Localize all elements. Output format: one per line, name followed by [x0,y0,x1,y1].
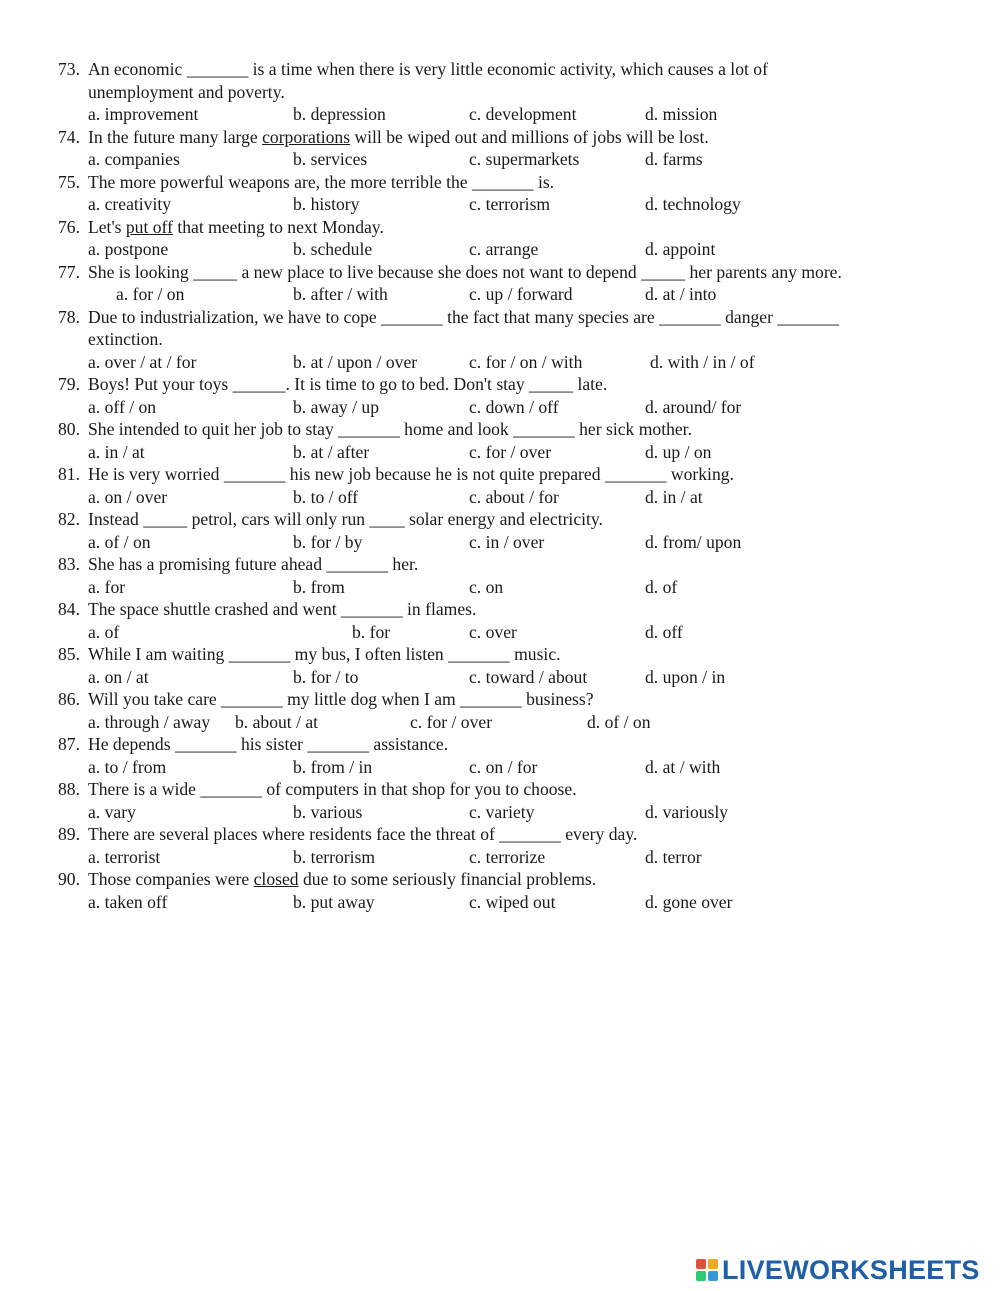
answer-options [0,486,1000,509]
answer-option-b[interactable]: b. for [352,621,391,642]
answer-options [0,283,1000,306]
answer-option-b[interactable]: b. from / in [293,756,373,777]
answer-option-a[interactable]: a. through / away [88,711,211,732]
question-number: 82. [58,509,80,529]
answer-options [0,396,1000,419]
question-stem [58,463,938,486]
question-90 [58,868,938,891]
question-stem [58,58,938,81]
answer-option-c[interactable]: c. on / for [469,756,538,777]
question-text: Due to industrialization, we have to cope _______ the fact that many species are _______ danger _______ [88,306,839,327]
question-text: She is looking _____ a new place to live because she does not want to depend _____ her parents any more. [88,261,842,282]
question-text: Those companies were [88,869,254,889]
answer-option-c[interactable]: c. over [469,621,517,642]
question-85 [58,643,938,666]
question-number: 88. [58,779,80,799]
question-text: An economic _______ is a time when there is very little economic activity, which causes a lot of [88,59,768,79]
logo-square [708,1271,718,1281]
question-number: 78. [58,306,80,327]
answer-options [0,351,1000,374]
question-73 [58,58,938,103]
question-77 [58,261,938,284]
answer-options [0,148,1000,171]
question-text: Boys! Put your toys ______. It is time to go to bed. Don't stay _____ late. [88,374,608,394]
answer-option-a[interactable]: a. to / from [88,756,167,777]
answer-options [0,576,1000,599]
answer-option-b[interactable]: b. away / up [293,396,379,417]
question-82 [58,508,938,531]
question-78 [58,306,938,351]
answer-options [0,103,1000,126]
question-text-continued: unemployment and poverty. [88,81,285,102]
question-text: The more powerful weapons are, the more terrible the _______ is. [88,171,555,192]
question-number: 87. [58,734,80,754]
question-number: 74. [58,126,80,147]
answer-options [0,441,1000,464]
question-stem [58,508,938,531]
question-stem [58,643,938,666]
liveworksheets-logo-icon [696,1259,718,1281]
answer-option-c[interactable]: c. wiped out [469,891,556,912]
answer-option-a[interactable]: a. improvement [88,104,199,124]
question-number: 89. [58,824,80,844]
answer-option-b[interactable]: b. history [293,194,360,214]
answer-option-a[interactable]: a. creativity [88,194,172,214]
question-89 [58,823,938,846]
answer-option-c[interactable]: c. terrorize [469,846,546,867]
question-74 [58,126,938,149]
answer-option-d[interactable]: d. technology [645,194,741,214]
question-text: She intended to quit her job to stay _______ home and look _______ her sick mother. [88,419,692,439]
question-stem [58,261,938,284]
answer-option-c[interactable]: c. terrorism [469,194,551,214]
answer-option-d[interactable]: d. appoint [645,239,716,259]
underlined-phrase: corporations [262,126,351,147]
question-number: 84. [58,599,80,619]
question-stem [58,418,938,441]
question-number: 75. [58,171,80,192]
question-stem [58,598,938,621]
answer-options [0,846,1000,869]
question-stem [58,216,938,239]
answer-option-d[interactable]: d. terror [645,846,702,867]
logo-square [696,1271,706,1281]
answer-option-a[interactable]: a. over / at / for [88,351,197,372]
answer-option-b[interactable]: b. depression [293,104,386,124]
question-88 [58,778,938,801]
question-76 [58,216,938,239]
answer-option-c[interactable]: c. for / over [469,441,552,462]
answer-option-c[interactable]: c. for / on / with [469,351,583,372]
liveworksheets-logo-text: LIVEWORKSHEETS [722,1254,980,1285]
question-80 [58,418,938,441]
question-text: He is very worried _______ his new job because he is not quite prepared _______ working. [88,464,734,484]
answer-options [0,711,1000,734]
question-87 [58,733,938,756]
answer-option-a[interactable]: a. off / on [88,396,157,417]
answer-options [0,531,1000,554]
answer-option-d[interactable]: d. of [645,576,678,597]
answer-option-c[interactable]: c. about / for [469,486,559,507]
answer-option-a[interactable]: a. in / at [88,441,145,462]
question-number: 85. [58,644,80,664]
question-number: 86. [58,689,80,709]
answer-option-c[interactable]: c. in / over [469,531,545,552]
answer-option-b[interactable]: b. to / off [293,486,359,507]
answer-option-b[interactable]: b. various [293,801,363,822]
question-text: will be wiped out and millions of jobs will be lost. [350,126,709,147]
question-stem [58,126,938,149]
answer-options [0,666,1000,689]
answer-option-a[interactable]: a. of / on [88,531,151,552]
question-84 [58,598,938,621]
underlined-phrase: closed [253,869,299,889]
answer-options [0,193,1000,216]
question-text: that meeting to next Monday. [172,216,384,237]
question-text: There are several places where residents face the threat of _______ every day. [88,824,638,844]
answer-option-c[interactable]: c. on [469,576,504,597]
question-text-continued: extinction. [88,329,163,349]
answer-option-c[interactable]: c. down / off [469,396,559,417]
answer-option-a[interactable]: a. terrorist [88,846,161,867]
answer-options [0,621,1000,644]
answer-options [0,238,1000,261]
question-text: Will you take care _______ my little dog when I am _______ business? [88,689,594,709]
answer-option-d[interactable]: d. with / in / of [650,351,755,372]
answer-option-c[interactable]: c. arrange [469,239,539,259]
question-number: 81. [58,464,80,484]
question-number: 90. [58,869,80,889]
answer-option-d[interactable]: d. variously [645,801,729,822]
answer-options [0,756,1000,779]
answer-option-a[interactable]: a. of [88,621,120,642]
question-stem [58,688,938,711]
logo-square [696,1259,706,1269]
answer-option-d[interactable]: d. around/ for [645,396,742,417]
answer-option-d[interactable]: d. at / into [645,284,717,304]
answer-option-c[interactable]: c. for / over [410,711,493,732]
answer-option-c[interactable]: c. development [469,104,577,124]
answer-option-d[interactable]: d. up / on [645,441,712,462]
question-stem [58,733,938,756]
answer-option-a[interactable]: a. for [88,576,126,597]
answer-option-b[interactable]: b. at / after [293,441,370,462]
answer-option-a[interactable]: a. taken off [88,891,168,912]
question-stem [58,373,938,396]
answer-option-c[interactable]: c. supermarkets [469,149,580,169]
answer-option-a[interactable]: a. on / at [88,666,149,687]
answer-option-c[interactable]: c. toward / about [469,666,588,687]
answer-option-b[interactable]: b. about / at [235,711,319,732]
question-number: 83. [58,554,80,574]
question-text: There is a wide _______ of computers in that shop for you to choose. [88,779,577,799]
question-text: Let's [88,216,126,237]
answer-option-d[interactable]: d. in / at [645,486,703,507]
answer-option-a[interactable]: a. on / over [88,486,168,507]
question-number: 73. [58,59,80,79]
answer-option-b[interactable]: b. for / to [293,666,359,687]
question-text: The space shuttle crashed and went _______ in flames. [88,599,477,619]
question-83 [58,553,938,576]
question-stem [58,823,938,846]
logo-square [708,1259,718,1269]
answer-options [0,801,1000,824]
answer-option-d[interactable]: d. farms [645,149,703,169]
answer-option-b[interactable]: b. at / upon / over [293,351,418,372]
question-number: 76. [58,216,80,237]
question-text: While I am waiting _______ my bus, I often listen _______ music. [88,644,561,664]
answer-option-b[interactable]: b. terrorism [293,846,376,867]
answer-option-d[interactable]: d. off [645,621,683,642]
question-text: In the future many large [88,126,263,147]
question-text: Instead _____ petrol, cars will only run ____ solar energy and electricity. [88,509,603,529]
answer-option-c[interactable]: c. variety [469,801,535,822]
question-79 [58,373,938,396]
question-text: He depends _______ his sister _______ assistance. [88,734,449,754]
answer-option-b[interactable]: b. after / with [293,284,388,304]
question-number: 77. [58,261,80,282]
question-stem [58,171,938,194]
question-number: 80. [58,419,80,439]
answer-option-d[interactable]: d. upon / in [645,666,726,687]
question-86 [58,688,938,711]
answer-option-b[interactable]: b. for / by [293,531,363,552]
answer-option-a[interactable]: a. postpone [88,239,169,259]
answer-options [0,891,1000,914]
answer-option-d[interactable]: d. from/ upon [645,531,742,552]
answer-option-a[interactable]: a. for / on [116,284,185,304]
answer-option-b[interactable]: b. services [293,149,368,169]
liveworksheets-branding[interactable] [696,1254,980,1286]
answer-option-d[interactable]: d. of / on [587,711,651,732]
answer-option-c[interactable]: c. up / forward [469,284,573,304]
answer-option-d[interactable]: d. mission [645,104,718,124]
question-number: 79. [58,374,80,394]
question-stem [58,306,938,329]
question-text: due to some seriously financial problems. [298,869,597,889]
answer-option-a[interactable]: a. vary [88,801,136,822]
worksheet [0,58,1000,913]
answer-option-a[interactable]: a. companies [88,149,180,169]
question-75 [58,171,938,194]
question-81 [58,463,938,486]
answer-option-b[interactable]: b. schedule [293,239,373,259]
underlined-phrase: put off [125,216,173,237]
answer-option-d[interactable]: d. gone over [645,891,733,912]
question-text: She has a promising future ahead _______ her. [88,554,419,574]
question-stem [58,868,938,891]
question-stem [58,778,938,801]
question-stem [58,553,938,576]
answer-option-b[interactable]: b. from [293,576,345,597]
answer-option-b[interactable]: b. put away [293,891,375,912]
answer-option-d[interactable]: d. at / with [645,756,721,777]
